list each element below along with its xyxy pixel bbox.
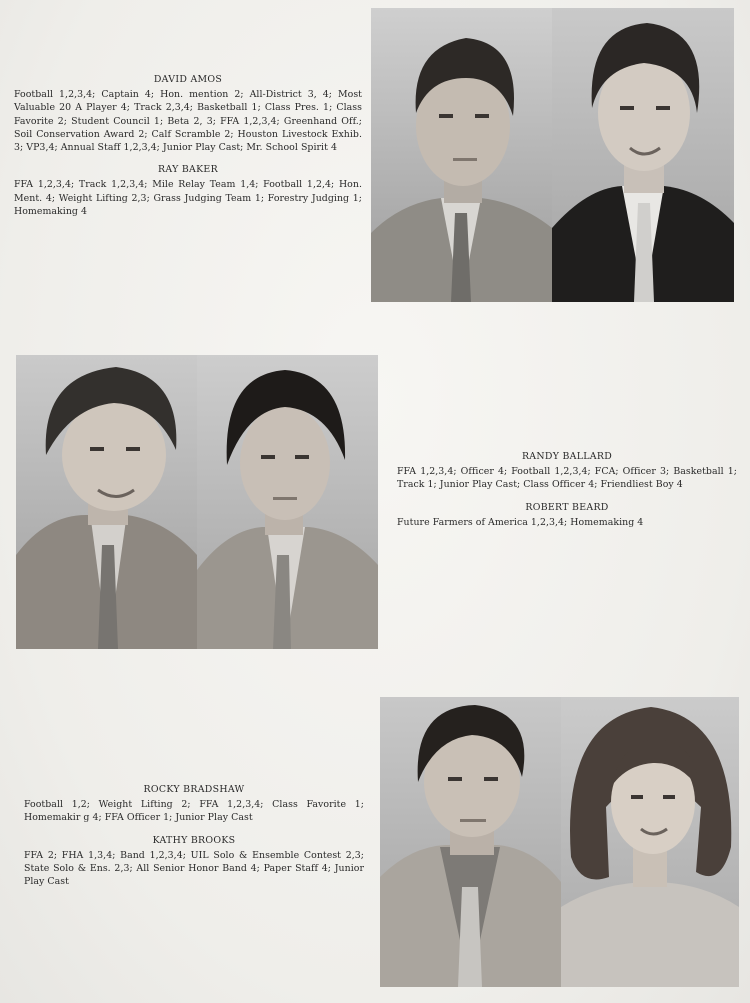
entry-rocky-bradshaw (24, 783, 364, 825)
student-activities: Football 1,2; Weight Lifting 2; FFA 1,2,3,4; Class Favorite 1; Homemakir g 4; FFA Officer 1; Junior Play Cast (24, 799, 364, 824)
student-name: DAVID AMOS (153, 74, 223, 85)
portrait-kathy-brooks (561, 697, 739, 987)
portrait-rocky-bradshaw (380, 697, 561, 987)
student-activities: Football 1,2,3,4; Captain 4; Hon. mention 2; All-District 3, 4; Most Valuable 20 A Player 4; Track 2,3,4; Basketball 1; Class Pres. 1; Class Favorite 2; Student Council 1; Beta 2, 3; FFA 1,2,3,4; Greenhand Off.; Soil Conservation Award 2; Calf Scramble 2; Houston Livestock Exhib. 3; VP3,4; Annual Staff 1,2,3,4; Junior Play Cast; Mr. School Spirit 4 (14, 89, 362, 154)
student-name: KATHY BROOKS (152, 834, 236, 846)
student-name: ROBERT BEARD (525, 501, 609, 513)
entry-kathy-brooks (24, 834, 364, 889)
portrait-ray-baker (552, 8, 734, 302)
student-name: RAY BAKER (158, 164, 218, 176)
caption-middle (397, 450, 737, 529)
student-name: RANDY BALLARD (521, 451, 613, 462)
entry-ray-baker (14, 163, 362, 218)
portrait-robert-beard (197, 355, 378, 649)
student-activities: FFA 1,2,3,4; Track 1,2,3,4; Mile Relay Team 1,4; Football 1,2,4; Hon. Ment. 4; Weight Lifting 2,3; Grass Judging Team 1; Forestry Judging 1; Homemaking 4 (14, 179, 362, 217)
student-activities: Future Farmers of America 1,2,3,4; Homemaking 4 (397, 516, 644, 528)
portrait-randy-ballard (16, 355, 197, 649)
student-activities: FFA 2; FHA 1,3,4; Band 1,2,3,4; UIL Solo & Ensemble Contest 2,3; State Solo & Ens. 2,3; All Senior Honor Band 4; Paper Staff 4; Junior Play Cast (24, 849, 364, 888)
student-activities: FFA 1,2,3,4; Officer 4; Football 1,2,3,4; FCA; Officer 3; Basketball 1; Track 1; Junior Play Cast; Class Officer 4; Friendliest Boy 4 (397, 466, 737, 491)
entry-randy-ballard (397, 450, 737, 492)
entry-david-amos (14, 73, 362, 154)
student-name: ROCKY BRADSHAW (143, 784, 245, 795)
caption-top (14, 73, 362, 218)
caption-bottom (24, 783, 364, 888)
portrait-david-amos (371, 8, 552, 302)
entry-robert-beard (397, 501, 737, 529)
